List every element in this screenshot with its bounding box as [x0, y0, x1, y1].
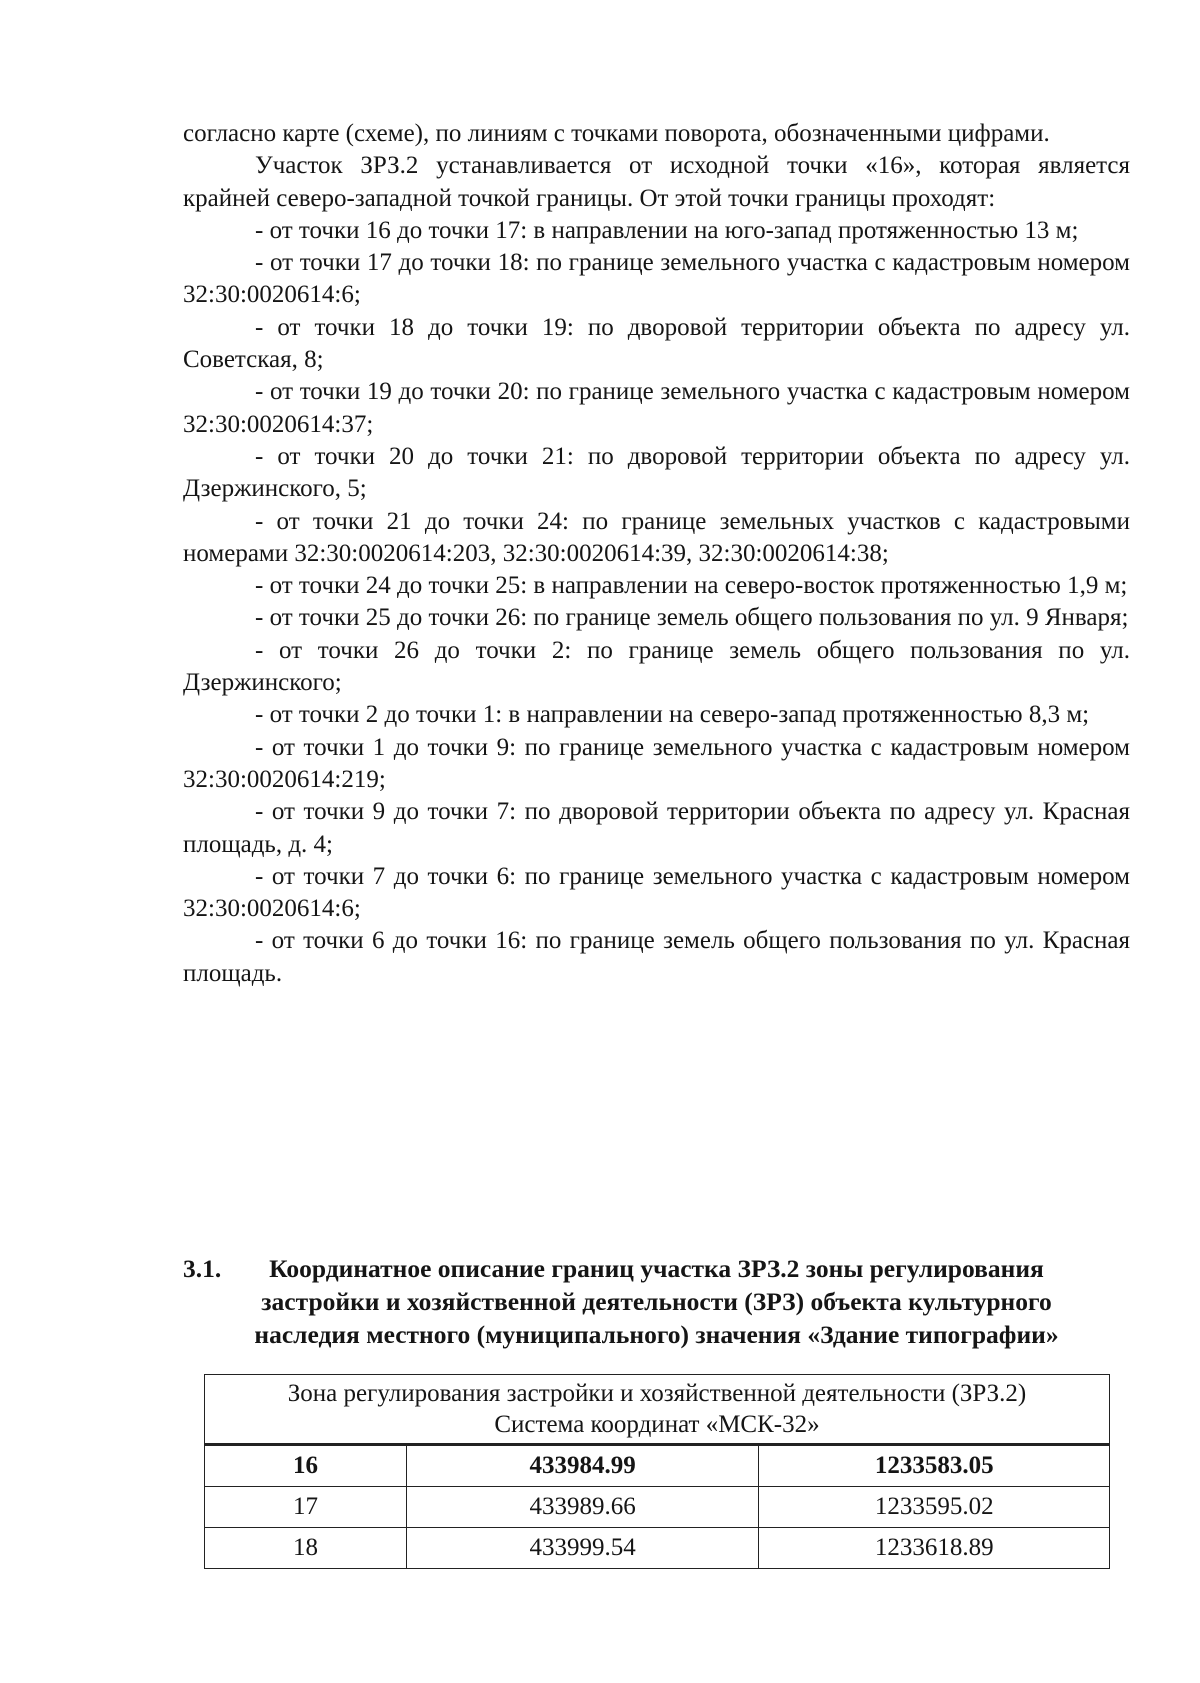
x-coordinate-cell: 433989.66	[406, 1487, 758, 1528]
section-number: 3.1.	[183, 1254, 222, 1283]
boundary-item: - от точки 9 до точки 7: по дворовой территории объекта по адресу ул. Красная площадь, д. 4;	[183, 798, 1130, 858]
boundary-item: - от точки 17 до точки 18: по границе земельного участка с кадастровым номером 32:30:0020614:6;	[183, 249, 1130, 309]
boundary-item: - от точки 6 до точки 16: по границе земель общего пользования по ул. Красная площадь.	[183, 927, 1130, 987]
table-header-zone: Зона регулирования застройки и хозяйственной деятельности (ЗРЗ.2)	[287, 1380, 1027, 1407]
section-heading	[183, 1252, 1130, 1351]
boundary-item: - от точки 26 до точки 2: по границе земель общего пользования по ул. Дзержинского;	[183, 636, 1130, 697]
body-text	[183, 118, 1130, 990]
point-number-cell: 18	[205, 1528, 407, 1569]
table-row	[205, 1528, 1110, 1569]
boundary-item: - от точки 1 до точки 9: по границе земельного участка с кадастровым номером 32:30:0020614:219;	[183, 733, 1130, 793]
boundary-item: - от точки 16 до точки 17: в направлении на юго-запад протяженностью 13 м;	[255, 216, 1079, 244]
y-coordinate-cell: 1233618.89	[759, 1528, 1110, 1569]
paragraph: согласно карте (схеме), по линиям с точками поворота, обозначенными цифрами.	[183, 120, 1050, 147]
boundary-item: - от точки 25 до точки 26: по границе земель общего пользования по ул. 9 Января;	[255, 604, 1129, 632]
y-coordinate-cell: 1233583.05	[759, 1445, 1110, 1487]
boundary-item: - от точки 7 до точки 6: по границе земельного участка с кадастровым номером 32:30:0020614:6;	[183, 862, 1130, 923]
table-header-system: Система координат «МСК-32»	[494, 1411, 820, 1438]
x-coordinate-cell: 433984.99	[406, 1445, 758, 1487]
paragraph: Участок ЗРЗ.2 устанавливается от исходной точки «16», которая является крайней северо-западной точкой границы. От этой точки границы проходят:	[183, 152, 1130, 212]
coordinates-table	[204, 1374, 1110, 1569]
section-title-line: застройки и хозяйственной деятельности (ЗРЗ) объекта культурного	[261, 1287, 1052, 1316]
x-coordinate-cell: 433999.54	[406, 1528, 758, 1569]
boundary-item: - от точки 2 до точки 1: в направлении на северо-запад протяженностью 8,3 м;	[255, 701, 1090, 729]
boundary-item: - от точки 19 до точки 20: по границе земельного участка с кадастровым номером 32:30:0020614:37;	[183, 378, 1130, 438]
section-title-line: Координатное описание границ участка ЗРЗ.2 зоны регулирования	[269, 1254, 1044, 1283]
boundary-item: - от точки 21 до точки 24: по границе земельных участков с кадастровыми номерами 32:30:0020614:203, 32:30:0020614:39, 32:30:0020614:38;	[183, 507, 1130, 567]
table-header	[205, 1375, 1110, 1445]
point-number-cell: 17	[205, 1487, 407, 1528]
table-row	[205, 1445, 1110, 1487]
section-title-line: наследия местного (муниципального) значения «Здание типографии»	[254, 1320, 1059, 1349]
table-header-row	[205, 1375, 1110, 1445]
boundary-item: - от точки 18 до точки 19: по дворовой территории объекта по адресу ул. Советская, 8;	[183, 313, 1130, 374]
point-number-cell: 16	[205, 1445, 407, 1487]
boundary-item: - от точки 24 до точки 25: в направлении на северо-восток протяженностью 1,9 м;	[255, 572, 1128, 600]
boundary-item: - от точки 20 до точки 21: по дворовой территории объекта по адресу ул. Дзержинского, 5;	[183, 442, 1130, 503]
table-row	[205, 1487, 1110, 1528]
y-coordinate-cell: 1233595.02	[759, 1487, 1110, 1528]
